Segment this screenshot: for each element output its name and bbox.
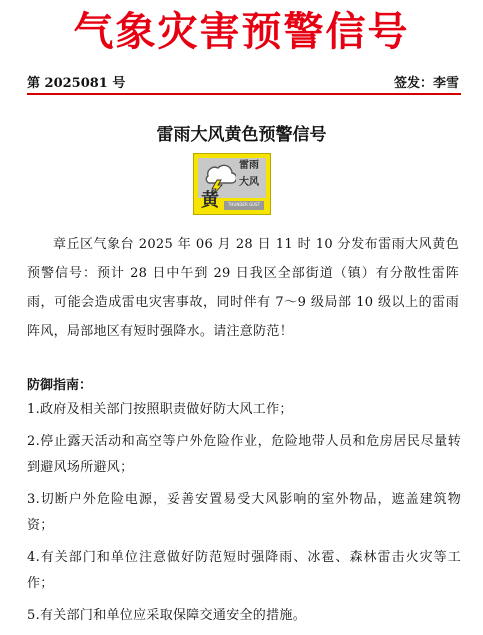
masthead-title: 气象灾害预警信号 <box>73 9 410 55</box>
guide-list <box>27 397 461 635</box>
document-title: 雷雨大风黄色预警信号 <box>156 125 327 145</box>
guide-item-2: 2.停止露天活动和高空等户外危险作业，危险地带人员和危房居民尽量转到避风场所避风； <box>27 434 461 475</box>
guide-item-3: 3.切断户外危险电源，妥善安置易受大风影响的室外物品，遮盖建筑物资； <box>27 492 461 533</box>
meta-row <box>27 72 459 90</box>
document-number: 第 2025081 号 <box>27 76 126 91</box>
header-divider <box>27 93 461 95</box>
signal-english-label: THUNDER GUST <box>227 202 261 207</box>
guide-item-5: 5.有关部门和单位应采取保障交通安全的措施。 <box>27 608 307 623</box>
guide-item-1: 1.政府及相关部门按照职责做好防大风工作； <box>27 402 293 417</box>
guide-heading: 防御指南： <box>27 378 93 393</box>
warning-body-paragraph: 章丘区气象台 2025 年 06 月 28 日 11 时 10 分发布雷雨大风黄色预警信号：预计 28 日中午到 29 日我区全部街道（镇）有分散性雷阵雨，可能会造成雷电灾害事故，同时伴有 7～9 级局部 10 级以上的雷雨阵风，局部地区有短时强降水。请注意防范！ <box>27 237 459 339</box>
signal-label-bottom: 大风 <box>239 177 259 188</box>
thunder-gust-yellow-signal-icon <box>193 153 271 215</box>
signal-level-char: 黄 <box>201 190 219 211</box>
guide-item-4: 4.有关部门和单位注意做好防范短时强降雨、冰雹、森林雷击火灾等工作； <box>27 550 461 591</box>
signer: 签发：李雪 <box>393 76 459 91</box>
signal-label-top: 雷雨 <box>239 160 259 171</box>
